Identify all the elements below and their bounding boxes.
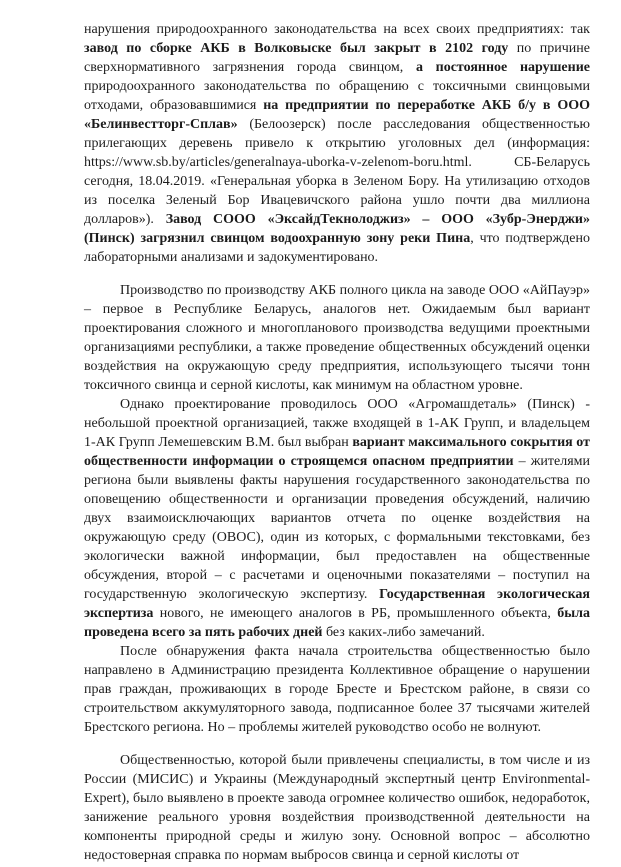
paragraph-3	[84, 395, 590, 642]
paragraph-2	[84, 281, 590, 395]
text-segment: Общественностью, которой были привлечены специалисты, в том числе и из России (МИСИС) и Украины (Международный экспертный центр Environmental-Expert), было выявлено в проекте завода огромнее количество ошибок, недоработок, занижение реального уровня воздействия производственной деятельности на компоненты природной среды и жилую зону. Основной вопрос – абсолютно недостоверная справка по нормам выбросов свинца и серной кислоты от	[84, 753, 590, 863]
text-segment: а постоянное нарушение	[415, 60, 590, 75]
paragraph-5	[84, 751, 590, 865]
text-segment: нового, не имеющего аналогов в РБ, промышленного объекта,	[153, 606, 558, 621]
paragraph-1	[84, 20, 590, 267]
text-segment: без каких-либо замечаний.	[322, 625, 485, 640]
document-url: https://www.sb.by/articles/generalnaya-uborka-v-zelenom-boru.html.	[84, 155, 472, 170]
text-segment: – жителями региона были выявлены факты нарушения государственного законодательства по оповещению общественности и организации проведения обсуждений, наличию двух взаимоисключающих вариантов отчета по оценке воздействия на окружающую среду (ОВОС), один из которых, с формальными текстовками, без экологически важной информации, был предоставлен на общественные обсуждения, второй – с расчетами и оценочными показателями – поступил на государственную экологическую экспертизу.	[84, 454, 590, 602]
text-segment: Завод СООО «ЭксайдТекнолоджиз» – ООО «Зубр-Энерджи» (Пинск) загрязнил свинцом водоохранную зону реки Пина	[84, 212, 590, 246]
text-segment: Производство по производству АКБ полного цикла на заводе ООО «АйПауэр» – первое в Республике Беларусь, аналогов нет. Ожидаемым был вариант проектирования сложного и многопланового производства ведущими проектными организациями республики, а также проведение общественных обсуждений оценки воздействия на окружающую среду предприятия, использующего тысячи тонн токсичного свинца и серной кислоты, как минимум на областном уровне.	[84, 283, 590, 393]
text-segment: Государственная экологическая экспертиза	[84, 587, 590, 621]
paragraph-4	[84, 642, 590, 737]
text-segment: была проведена всего за пять рабочих дней	[84, 606, 590, 640]
text-segment: СБ-Беларусь сегодня, 18.04.2019. «Генеральная уборка в Зеленом Бору. На утилизацию отходов из поселка Зеленый Бор Ивацевичского района ушло почти два миллиона долларов»).	[84, 155, 590, 227]
text-segment: завод по сборке АКБ в Волковыске был закрыт в 2102 году	[84, 41, 509, 56]
text-segment: нарушения природоохранного законодательства на всех своих предприятиях: так	[84, 22, 590, 37]
text-segment: После обнаружения факта начала строительства общественностью было направлено в Администрацию президента Коллективное обращение о нарушении прав граждан, проживающих в городе Бресте и Брестском районе, в связи со строительством аккумуляторного завода, подписанное более 37 тысячами жителей Брестского региона. Но – проблемы жителей руководство особо не волнуют.	[84, 644, 590, 735]
text-segment: вариант максимального сокрытия от общественности информации о строящемся опасном предприятии	[84, 435, 590, 469]
text-segment: природоохранного законодательства по обращению с токсичными свинцовыми отходами, образовавшимися	[84, 79, 590, 113]
text-segment: на предприятии по переработке АКБ б/у в ООО «Белинвестторг-Сплав»	[84, 98, 591, 132]
text-segment: (Белоозерск) после расследования общественностью прилегающих деревень привело к открытию уголовных дел (информация:	[84, 117, 590, 151]
text-segment: по причине сверхнормативного загрязнения города свинцом,	[84, 41, 590, 75]
text-segment: Однако проектирование проводилось ООО «Агромашдеталь» (Пинск) - небольшой проектной организацией, также входящей в 1-АК Групп, и владельцем 1-АК Групп Лемешевским В.М. был выбран	[84, 397, 590, 450]
text-segment: , что подтверждено лабораторными анализами и задокументировано.	[84, 231, 590, 265]
